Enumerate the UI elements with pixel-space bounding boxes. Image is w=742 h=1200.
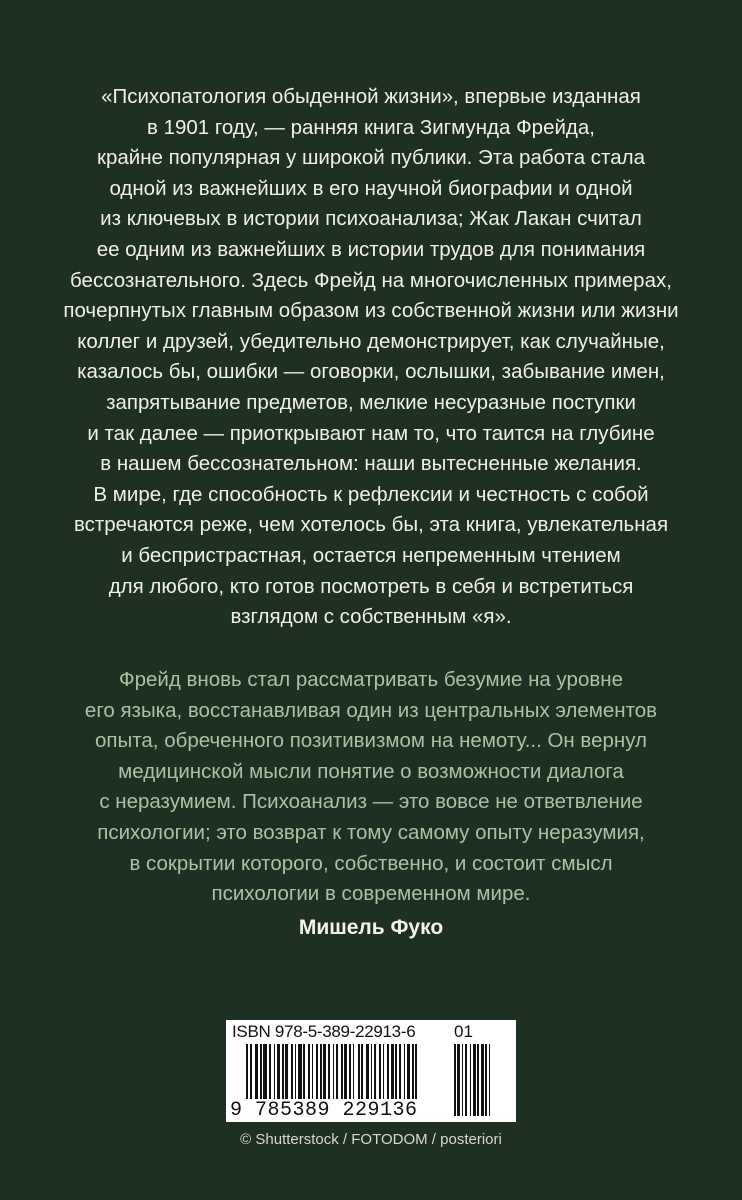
barcode-bar bbox=[470, 1044, 471, 1116]
description-line: из ключевых в истории психоанализа; Жак Лакан считал bbox=[100, 207, 642, 231]
quote-line: с неразумием. Психоанализ — это вовсе не ответвление bbox=[99, 790, 643, 814]
barcode-bar bbox=[473, 1044, 476, 1116]
description-line: одной из важнейших в его научной биографии и одной bbox=[109, 176, 633, 200]
isbn-label: ISBN 978-5-389-22913-6 bbox=[232, 1022, 416, 1041]
description-line: для любого, кто готов посмотреть в себя и встретиться bbox=[108, 574, 634, 598]
quote-line: его языка, восстанавливая один из центральных элементов bbox=[84, 698, 658, 722]
description-line: взглядом с собственным «я». bbox=[230, 605, 512, 629]
barcode-bars-addon bbox=[454, 1044, 506, 1116]
quote-line: в сокрытии которого, собственно, и состоит смысл bbox=[129, 851, 613, 875]
quote-block bbox=[40, 665, 702, 910]
description-line: в нашем бессознательном: наши вытесненные желания. bbox=[100, 452, 642, 476]
quote-author: Мишель Фуко bbox=[298, 916, 444, 939]
description-line: крайне популярная у широкой публики. Эта работа стала bbox=[97, 146, 645, 170]
barcode-bar bbox=[454, 1044, 456, 1116]
barcode-digits: 9 785389 229136 bbox=[230, 1099, 418, 1122]
barcode-bar bbox=[465, 1044, 467, 1116]
quote-line: медицинской мысли понятие о возможности диалога bbox=[118, 759, 624, 783]
barcode-bar bbox=[485, 1044, 487, 1116]
description-line: запрятывание предметов, мелкие несуразные поступки bbox=[106, 390, 636, 414]
quote-line: психологии; это возврат к тому самому опыту неразумия, bbox=[97, 820, 645, 844]
description-line: и так далее — приоткрывают нам то, что таится на глубине bbox=[87, 421, 655, 445]
barcode-addon-label: 01 bbox=[454, 1022, 473, 1041]
description-line: ее одним из важнейших в истории трудов для понимания bbox=[96, 237, 646, 261]
description-line: «Психопатология обыденной жизни», впервые изданная bbox=[101, 85, 641, 108]
quote-line: психологии в современном мире. bbox=[211, 882, 531, 906]
description-line: бессознательного. Здесь Фрейд на многочисленных примерах, bbox=[70, 268, 672, 292]
barcode-bar bbox=[462, 1044, 463, 1116]
barcode-bar bbox=[481, 1044, 484, 1116]
barcode-bar bbox=[489, 1044, 490, 1116]
barcode-bar bbox=[457, 1044, 460, 1116]
quote-line: опыта, обреченного позитивизмом на немоту... Он вернул bbox=[95, 729, 647, 753]
barcode-bar bbox=[477, 1044, 479, 1116]
quote-line: Фрейд вновь стал рассматривать безумие на уровне bbox=[119, 668, 623, 691]
description-line: коллег и друзей, убедительно демонстрирует, как случайные, bbox=[77, 329, 665, 353]
isbn-barcode bbox=[226, 1020, 516, 1122]
description-line: в 1901 году, — ранняя книга Зигмунда Фрейда, bbox=[147, 115, 595, 139]
book-description bbox=[40, 82, 702, 633]
description-line: казалось бы, ошибки — оговорки, ослышки, забывание имен, bbox=[77, 360, 665, 384]
description-line: почерпнутых главным образом из собственной жизни или жизни bbox=[63, 299, 679, 323]
photo-credit: © Shutterstock / FOTODOM / posteriori bbox=[240, 1131, 502, 1148]
description-line: В мире, где способность к рефлексии и честность с собой bbox=[93, 482, 649, 506]
description-line: и беспристрастная, остается непременным чтением bbox=[121, 543, 621, 567]
description-line: встречаются реже, чем хотелось бы, эта книга, увлекательная bbox=[73, 513, 669, 537]
